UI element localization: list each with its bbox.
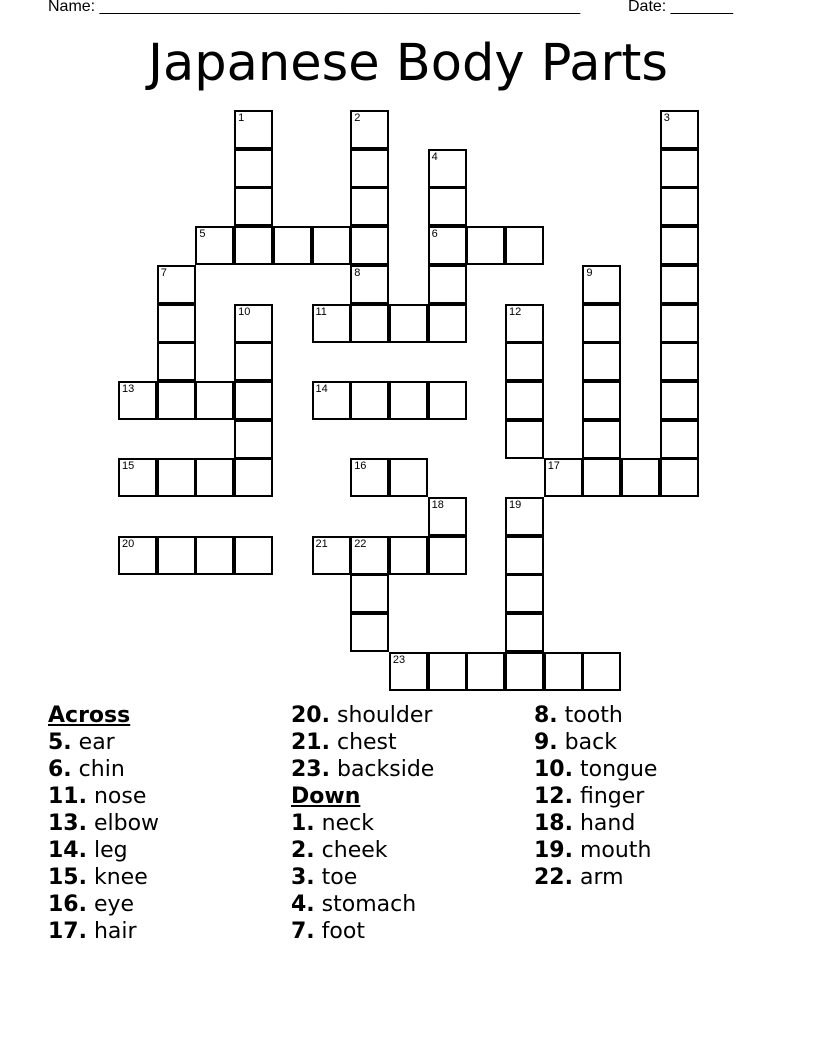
clue-item bbox=[291, 729, 434, 756]
clue-number: 4 bbox=[431, 150, 438, 163]
crossword-cell[interactable] bbox=[157, 381, 196, 420]
crossword-cell[interactable] bbox=[350, 110, 389, 149]
clue-column-2 bbox=[291, 702, 434, 945]
crossword-cell[interactable] bbox=[234, 226, 273, 265]
clue-item bbox=[534, 864, 657, 891]
crossword-cell[interactable] bbox=[389, 458, 428, 497]
clue-item-number: 9. bbox=[534, 730, 558, 755]
crossword-cell[interactable] bbox=[428, 149, 467, 188]
clue-item-text: elbow bbox=[86, 811, 160, 836]
clue-number: 15 bbox=[122, 460, 135, 473]
crossword-cell[interactable] bbox=[234, 458, 273, 497]
crossword-cell[interactable] bbox=[428, 304, 467, 343]
clue-number: 14 bbox=[315, 382, 328, 395]
clue-number: 12 bbox=[509, 305, 522, 318]
clue-number: 16 bbox=[354, 460, 367, 473]
crossword-cell[interactable] bbox=[350, 265, 389, 304]
clue-item-number: 3. bbox=[291, 865, 315, 890]
crossword-cell[interactable] bbox=[505, 613, 544, 652]
clue-item-text: arm bbox=[572, 865, 624, 890]
clue-item-text: mouth bbox=[572, 838, 652, 863]
clue-item bbox=[291, 918, 434, 945]
clue-item bbox=[291, 756, 434, 783]
clue-item-number: 2. bbox=[291, 838, 315, 863]
clue-item bbox=[291, 810, 434, 837]
crossword-cell[interactable] bbox=[428, 265, 467, 304]
clue-item-number: 17. bbox=[48, 919, 87, 944]
crossword-cell[interactable] bbox=[389, 652, 428, 691]
crossword-cell[interactable] bbox=[505, 574, 544, 613]
clue-item-number: 15. bbox=[48, 865, 87, 890]
crossword-cell[interactable] bbox=[660, 226, 699, 265]
crossword-cell[interactable] bbox=[505, 536, 544, 575]
clue-item-number: 7. bbox=[291, 919, 315, 944]
clue-number: 5 bbox=[199, 228, 206, 241]
clue-number: 19 bbox=[509, 499, 522, 511]
clue-item bbox=[291, 837, 434, 864]
clue-item bbox=[534, 783, 657, 810]
clue-item-number: 19. bbox=[534, 838, 573, 863]
clue-item-text: chin bbox=[71, 757, 125, 782]
crossword-cell[interactable] bbox=[582, 304, 621, 343]
crossword-cell[interactable] bbox=[582, 381, 621, 420]
clue-item-number: 6. bbox=[48, 757, 72, 782]
clue-column-1 bbox=[48, 702, 159, 945]
clue-item bbox=[534, 810, 657, 837]
clue-number: 2 bbox=[354, 112, 361, 124]
crossword-cell[interactable] bbox=[195, 226, 234, 265]
clue-item bbox=[48, 918, 159, 945]
crossword-cell[interactable] bbox=[466, 652, 505, 691]
clue-item bbox=[48, 891, 159, 918]
clue-item-number: 12. bbox=[534, 784, 573, 809]
clue-item-number: 18. bbox=[534, 811, 573, 836]
clue-item-text: hair bbox=[86, 919, 137, 944]
clue-number: 21 bbox=[315, 537, 328, 550]
crossword-cell[interactable] bbox=[273, 226, 312, 265]
clue-number: 1 bbox=[238, 112, 245, 124]
clue-item-text: foot bbox=[314, 919, 365, 944]
crossword-cell[interactable] bbox=[350, 149, 389, 188]
clue-item bbox=[48, 810, 159, 837]
clue-number: 20 bbox=[122, 537, 135, 550]
clue-number: 7 bbox=[160, 266, 167, 279]
crossword-cell[interactable] bbox=[660, 458, 699, 497]
clue-number: 6 bbox=[431, 228, 438, 241]
clue-item-text: backside bbox=[329, 757, 435, 782]
crossword-cell[interactable] bbox=[582, 420, 621, 459]
crossword-cell[interactable] bbox=[428, 381, 467, 420]
clue-item-text: stomach bbox=[314, 892, 417, 917]
crossword-cell[interactable] bbox=[621, 458, 660, 497]
clue-item-text: nose bbox=[86, 784, 147, 809]
crossword-cell[interactable] bbox=[544, 652, 583, 691]
crossword-cell[interactable] bbox=[234, 110, 273, 149]
crossword-cell[interactable] bbox=[505, 304, 544, 343]
crossword-cell[interactable] bbox=[544, 458, 583, 497]
clue-item bbox=[291, 891, 434, 918]
crossword-cell[interactable] bbox=[428, 226, 467, 265]
crossword-cell[interactable] bbox=[118, 381, 157, 420]
crossword-cell[interactable] bbox=[234, 342, 273, 381]
clue-item bbox=[48, 783, 159, 810]
crossword-cell[interactable] bbox=[389, 381, 428, 420]
crossword-cell[interactable] bbox=[428, 536, 467, 575]
crossword-cell[interactable] bbox=[505, 342, 544, 381]
crossword-cell[interactable] bbox=[466, 226, 505, 265]
clue-number: 3 bbox=[663, 112, 670, 124]
crossword-cell[interactable] bbox=[195, 536, 234, 575]
clue-number: 10 bbox=[238, 305, 251, 318]
clue-item bbox=[534, 756, 657, 783]
crossword-cell[interactable] bbox=[582, 458, 621, 497]
clue-number: 18 bbox=[431, 499, 444, 511]
clue-item-text: hand bbox=[572, 811, 636, 836]
crossword-cell[interactable] bbox=[350, 226, 389, 265]
crossword-cell[interactable] bbox=[389, 304, 428, 343]
clue-heading: Down bbox=[291, 784, 361, 809]
clue-item-number: 1. bbox=[291, 811, 315, 836]
crossword-cell[interactable] bbox=[660, 342, 699, 381]
clue-item-text: neck bbox=[314, 811, 374, 836]
clue-item bbox=[534, 837, 657, 864]
crossword-cell[interactable] bbox=[118, 536, 157, 575]
crossword-cell[interactable] bbox=[660, 304, 699, 343]
crossword-cell[interactable] bbox=[234, 187, 273, 226]
clue-item-number: 22. bbox=[534, 865, 573, 890]
crossword-cell[interactable] bbox=[157, 536, 196, 575]
clue-item bbox=[291, 702, 434, 729]
clue-item bbox=[48, 837, 159, 864]
clue-item bbox=[291, 864, 434, 891]
crossword-cell[interactable] bbox=[660, 265, 699, 304]
crossword-cell[interactable] bbox=[582, 652, 621, 691]
clue-number: 17 bbox=[547, 460, 560, 473]
crossword-cell[interactable] bbox=[195, 458, 234, 497]
crossword-cell[interactable] bbox=[505, 652, 544, 691]
crossword-cell[interactable] bbox=[234, 149, 273, 188]
clue-item bbox=[534, 729, 657, 756]
crossword-cell[interactable] bbox=[350, 187, 389, 226]
clue-item-text: cheek bbox=[314, 838, 388, 863]
clue-item-text: eye bbox=[86, 892, 135, 917]
clue-item-text: finger bbox=[572, 784, 645, 809]
crossword-cell[interactable] bbox=[234, 381, 273, 420]
clue-item-number: 16. bbox=[48, 892, 87, 917]
crossword-cell[interactable] bbox=[350, 574, 389, 613]
clue-item-number: 10. bbox=[534, 757, 573, 782]
crossword-cell[interactable] bbox=[660, 381, 699, 420]
clue-item-number: 8. bbox=[534, 703, 558, 728]
crossword-cell[interactable] bbox=[582, 265, 621, 304]
name-field[interactable]: Name: ______________________________________________________ bbox=[48, 0, 581, 15]
clue-item-text: tongue bbox=[572, 757, 658, 782]
crossword-cell[interactable] bbox=[428, 652, 467, 691]
crossword-cell[interactable] bbox=[505, 381, 544, 420]
clue-number: 9 bbox=[586, 266, 593, 279]
crossword-cell[interactable] bbox=[660, 149, 699, 188]
crossword-cell[interactable] bbox=[582, 342, 621, 381]
crossword-cell[interactable] bbox=[505, 497, 544, 536]
clue-item-number: 21. bbox=[291, 730, 330, 755]
crossword-cell[interactable] bbox=[660, 110, 699, 149]
clue-item-number: 14. bbox=[48, 838, 87, 863]
crossword-cell[interactable] bbox=[312, 536, 351, 575]
clue-item bbox=[48, 864, 159, 891]
crossword-cell[interactable] bbox=[118, 458, 157, 497]
page-title: Japanese Body Parts bbox=[148, 34, 668, 93]
crossword-cell[interactable] bbox=[157, 265, 196, 304]
clue-item-number: 13. bbox=[48, 811, 87, 836]
date-field[interactable]: Date: _______ bbox=[628, 0, 733, 15]
clue-item-text: back bbox=[557, 730, 617, 755]
crossword-cell[interactable] bbox=[389, 536, 428, 575]
crossword-cell[interactable] bbox=[660, 187, 699, 226]
crossword-cell[interactable] bbox=[312, 381, 351, 420]
clue-item-text: leg bbox=[86, 838, 128, 863]
clue-item-text: shoulder bbox=[329, 703, 433, 728]
clue-number: 22 bbox=[354, 537, 367, 550]
crossword-cell[interactable] bbox=[660, 420, 699, 459]
clue-item bbox=[534, 702, 657, 729]
crossword-cell[interactable] bbox=[350, 458, 389, 497]
clue-heading: Across bbox=[48, 703, 131, 728]
crossword-cell[interactable] bbox=[312, 226, 351, 265]
clue-item-text: chest bbox=[329, 730, 397, 755]
crossword-cell[interactable] bbox=[157, 304, 196, 343]
crossword-cell[interactable] bbox=[350, 613, 389, 652]
clue-item-text: ear bbox=[71, 730, 115, 755]
crossword-cell[interactable] bbox=[157, 342, 196, 381]
clue-item-number: 11. bbox=[48, 784, 87, 809]
clue-item-text: tooth bbox=[557, 703, 623, 728]
crossword-cell[interactable] bbox=[428, 187, 467, 226]
crossword-cell[interactable] bbox=[195, 381, 234, 420]
clue-item bbox=[48, 756, 159, 783]
clue-number: 13 bbox=[122, 382, 135, 395]
clue-item-number: 4. bbox=[291, 892, 315, 917]
crossword-cell[interactable] bbox=[350, 536, 389, 575]
crossword-cell[interactable] bbox=[505, 226, 544, 265]
clue-item-text: toe bbox=[314, 865, 358, 890]
clue-number: 8 bbox=[354, 266, 361, 279]
clue-number: 11 bbox=[315, 305, 327, 318]
crossword-cell[interactable] bbox=[505, 420, 544, 459]
clue-item-number: 5. bbox=[48, 730, 72, 755]
clue-item bbox=[48, 729, 159, 756]
crossword-cell[interactable] bbox=[234, 420, 273, 459]
crossword-cell[interactable] bbox=[234, 536, 273, 575]
clue-item-text: knee bbox=[86, 865, 148, 890]
clue-item-number: 20. bbox=[291, 703, 330, 728]
clue-number: 23 bbox=[392, 653, 406, 666]
crossword-cell[interactable] bbox=[350, 304, 389, 343]
crossword-cell[interactable] bbox=[312, 304, 351, 343]
crossword-cell[interactable] bbox=[234, 304, 273, 343]
crossword-cell[interactable] bbox=[157, 458, 196, 497]
clue-column-3 bbox=[534, 702, 657, 891]
clue-item-number: 23. bbox=[291, 757, 330, 782]
crossword-cell[interactable] bbox=[428, 497, 467, 536]
crossword-cell[interactable] bbox=[350, 381, 389, 420]
